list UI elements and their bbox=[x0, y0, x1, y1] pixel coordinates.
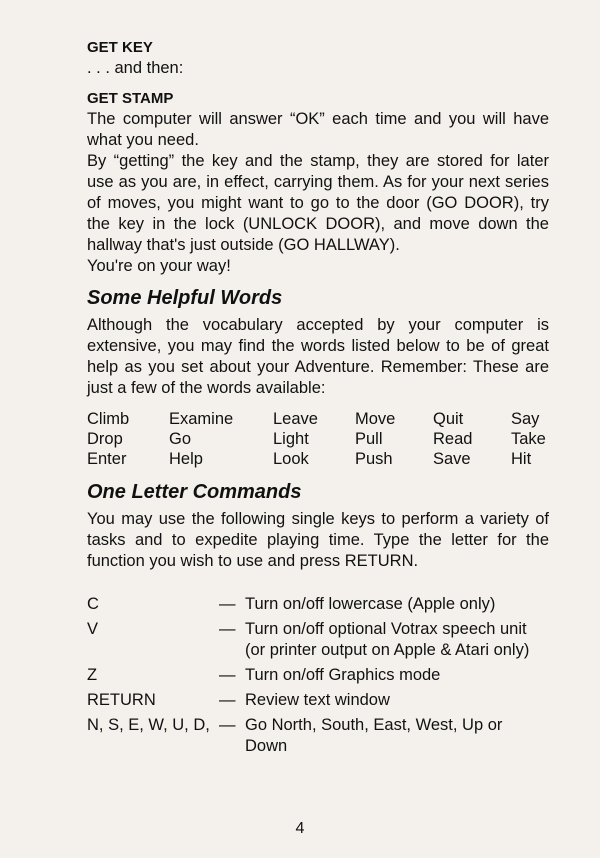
command-dash: — bbox=[219, 595, 236, 613]
vocab-word: Look bbox=[273, 450, 309, 468]
command-desc: Go North, South, East, West, Up or Down bbox=[245, 716, 503, 755]
command-row bbox=[87, 619, 549, 661]
vocab-word: Enter bbox=[87, 450, 127, 468]
command-dash: — bbox=[219, 691, 236, 709]
command-desc: Review text window bbox=[245, 691, 390, 709]
command-key: RETURN bbox=[87, 691, 156, 709]
vocab-word: Take bbox=[511, 430, 546, 448]
one-letter-body: You may use the following single keys to perform a variety of tasks and to expedite playing time. Type the letter for the function you wish to use and press RETURN. bbox=[87, 510, 549, 570]
command-dash: — bbox=[219, 666, 236, 684]
vocab-word: Pull bbox=[355, 430, 383, 448]
command-dash: — bbox=[219, 620, 236, 638]
intro-paragraph-3: You're on your way! bbox=[87, 257, 231, 275]
command-key: V bbox=[87, 620, 99, 638]
vocab-word: Light bbox=[273, 430, 309, 448]
vocab-word: Examine bbox=[169, 410, 234, 428]
vocab-word: Drop bbox=[87, 430, 123, 448]
command-desc: Turn on/off Graphics mode bbox=[245, 666, 441, 684]
page-number: 4 bbox=[295, 820, 305, 837]
command-key: Z bbox=[87, 666, 98, 684]
helpful-words-heading: Some Helpful Words bbox=[87, 287, 283, 309]
vocab-word: Save bbox=[433, 450, 471, 468]
manual-page bbox=[87, 38, 549, 761]
one-letter-heading: One Letter Commands bbox=[87, 481, 302, 503]
vocab-word: Climb bbox=[87, 410, 130, 428]
command-row bbox=[87, 665, 549, 686]
vocab-word: Quit bbox=[433, 410, 464, 428]
command-desc: Turn on/off lowercase (Apple only) bbox=[245, 595, 496, 613]
vocab-word: Say bbox=[511, 410, 540, 428]
command-key: C bbox=[87, 595, 99, 613]
vocab-word: Help bbox=[169, 450, 203, 468]
vocab-word: Hit bbox=[511, 450, 532, 468]
command-list bbox=[87, 594, 549, 757]
and-then-text: . . . and then: bbox=[87, 59, 184, 77]
get-stamp-command: GET STAMP bbox=[87, 90, 174, 107]
intro-paragraph-1: The computer will answer “OK” each time and you will have what you need. bbox=[87, 110, 549, 149]
get-key-command: GET KEY bbox=[87, 39, 153, 56]
command-key: N, S, E, W, U, D, bbox=[87, 716, 210, 734]
vocab-word: Go bbox=[169, 430, 192, 448]
vocab-word: Move bbox=[355, 410, 396, 428]
command-row bbox=[87, 594, 549, 615]
command-row bbox=[87, 690, 549, 711]
helpful-words-body: Although the vocabulary accepted by your computer is extensive, you may find the words listed below to be of great help as you set about your Adventure. Remember: These are just a few of the words available: bbox=[87, 316, 549, 397]
command-dash: — bbox=[219, 716, 236, 734]
vocabulary-table bbox=[87, 409, 549, 469]
command-row bbox=[87, 715, 549, 757]
vocab-word: Push bbox=[355, 450, 393, 468]
vocab-word: Read bbox=[433, 430, 473, 448]
vocab-word: Leave bbox=[273, 410, 318, 428]
command-desc: Turn on/off optional Votrax speech unit (or printer output on Apple & Atari only) bbox=[245, 620, 530, 659]
intro-paragraph-2: By “getting” the key and the stamp, they are stored for later use as you are, in effect, carrying them. As for your next series of moves, you might want to go to the door (GO DOOR), try the key in the lock (UNLOCK DOOR), and move down the hallway that's just outside (GO HALLWAY). bbox=[87, 152, 549, 254]
